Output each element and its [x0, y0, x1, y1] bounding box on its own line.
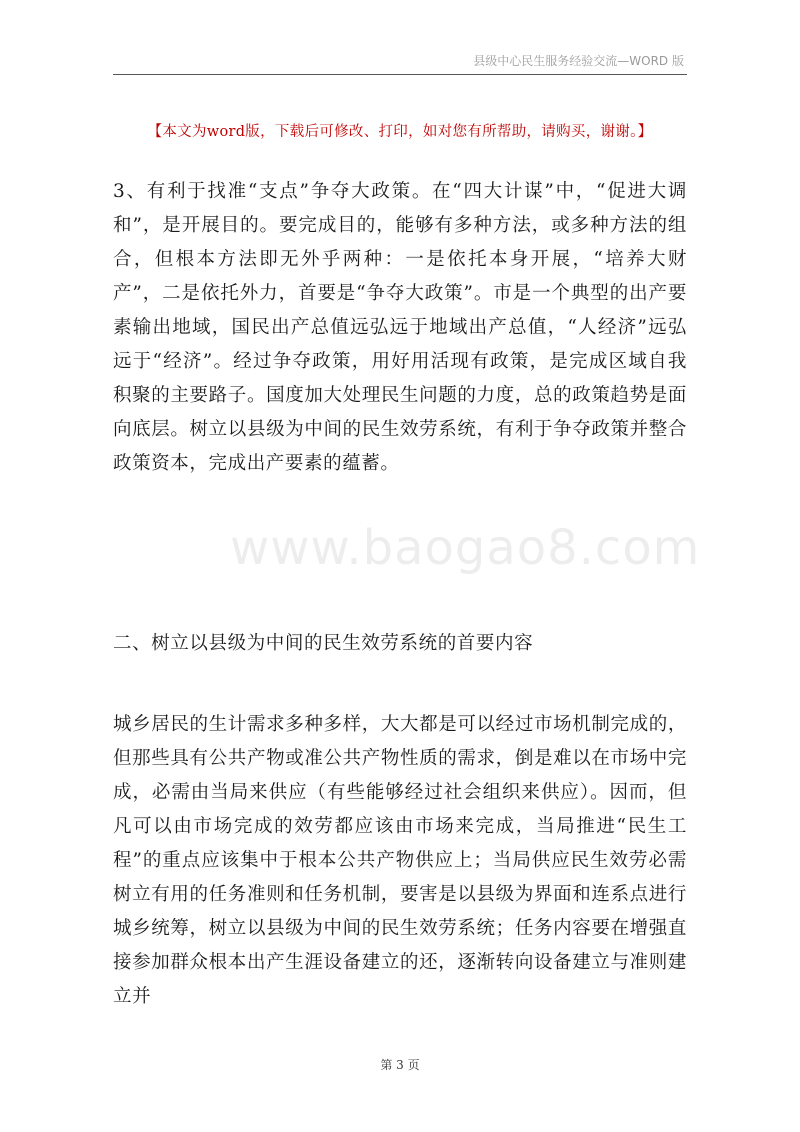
page-number: 第 3 页	[380, 1058, 420, 1072]
watermark: www.baogao8.com	[230, 520, 701, 576]
body-paragraph-1: 3、有利于找准“支点”争夺大政策。在“四大计谋”中，“促进大调和”，是开展目的。要完成目的，能够有多种方法，或多种方法的组合，但根本方法即无外乎两种：一是依托本身开展，“培养大财产”，二是依托外力，首要是“争夺大政策”。市是一个典型的出产要素输出地域，国民出产总值远弘远于地域出产总值，“人经济”远弘远于“经济”。经过争夺政策，用好用活现有政策，是完成区域自我积聚的主要路子。国度加大处理民生问题的力度，总的政策趋势是面向底层。树立以县级为中间的民生效劳系统，有利于争夺政策并整合政策资本，完成出产要素的蕴蓄。	[113, 181, 687, 474]
purchase-notice: 【本文为word版，下载后可修改、打印，如对您有所帮助，请购买，谢谢。】	[147, 124, 653, 140]
page-header-title: 县级中心民生服务经验交流—WORD 版	[473, 54, 684, 68]
body-paragraph-2: 城乡居民的生计需求多种多样，大大都是可以经过市场机制完成的，但那些具有公共产物或准公共产物性质的需求，倒是难以在市场中完成，必需由当局来供应（有些能够经过社会组织来供应）。因而，但凡可以由市场完成的效劳都应该由市场来完成，当局推进“民生工程”的重点应该集中于根本公共产物供应上；当局供应民生效劳必需树立有用的任务准则和任务机制，要害是以县级为界面和连系点进行城乡统筹，树立以县级为中间的民生效劳系统；任务内容要在增强直接参加群众根本出产生涯设备建立的还，逐渐转向设备建立与准则建立并	[113, 714, 687, 1007]
header-divider	[113, 74, 687, 75]
section-heading: 二、树立以县级为中间的民生效劳系统的首要内容	[113, 633, 534, 654]
